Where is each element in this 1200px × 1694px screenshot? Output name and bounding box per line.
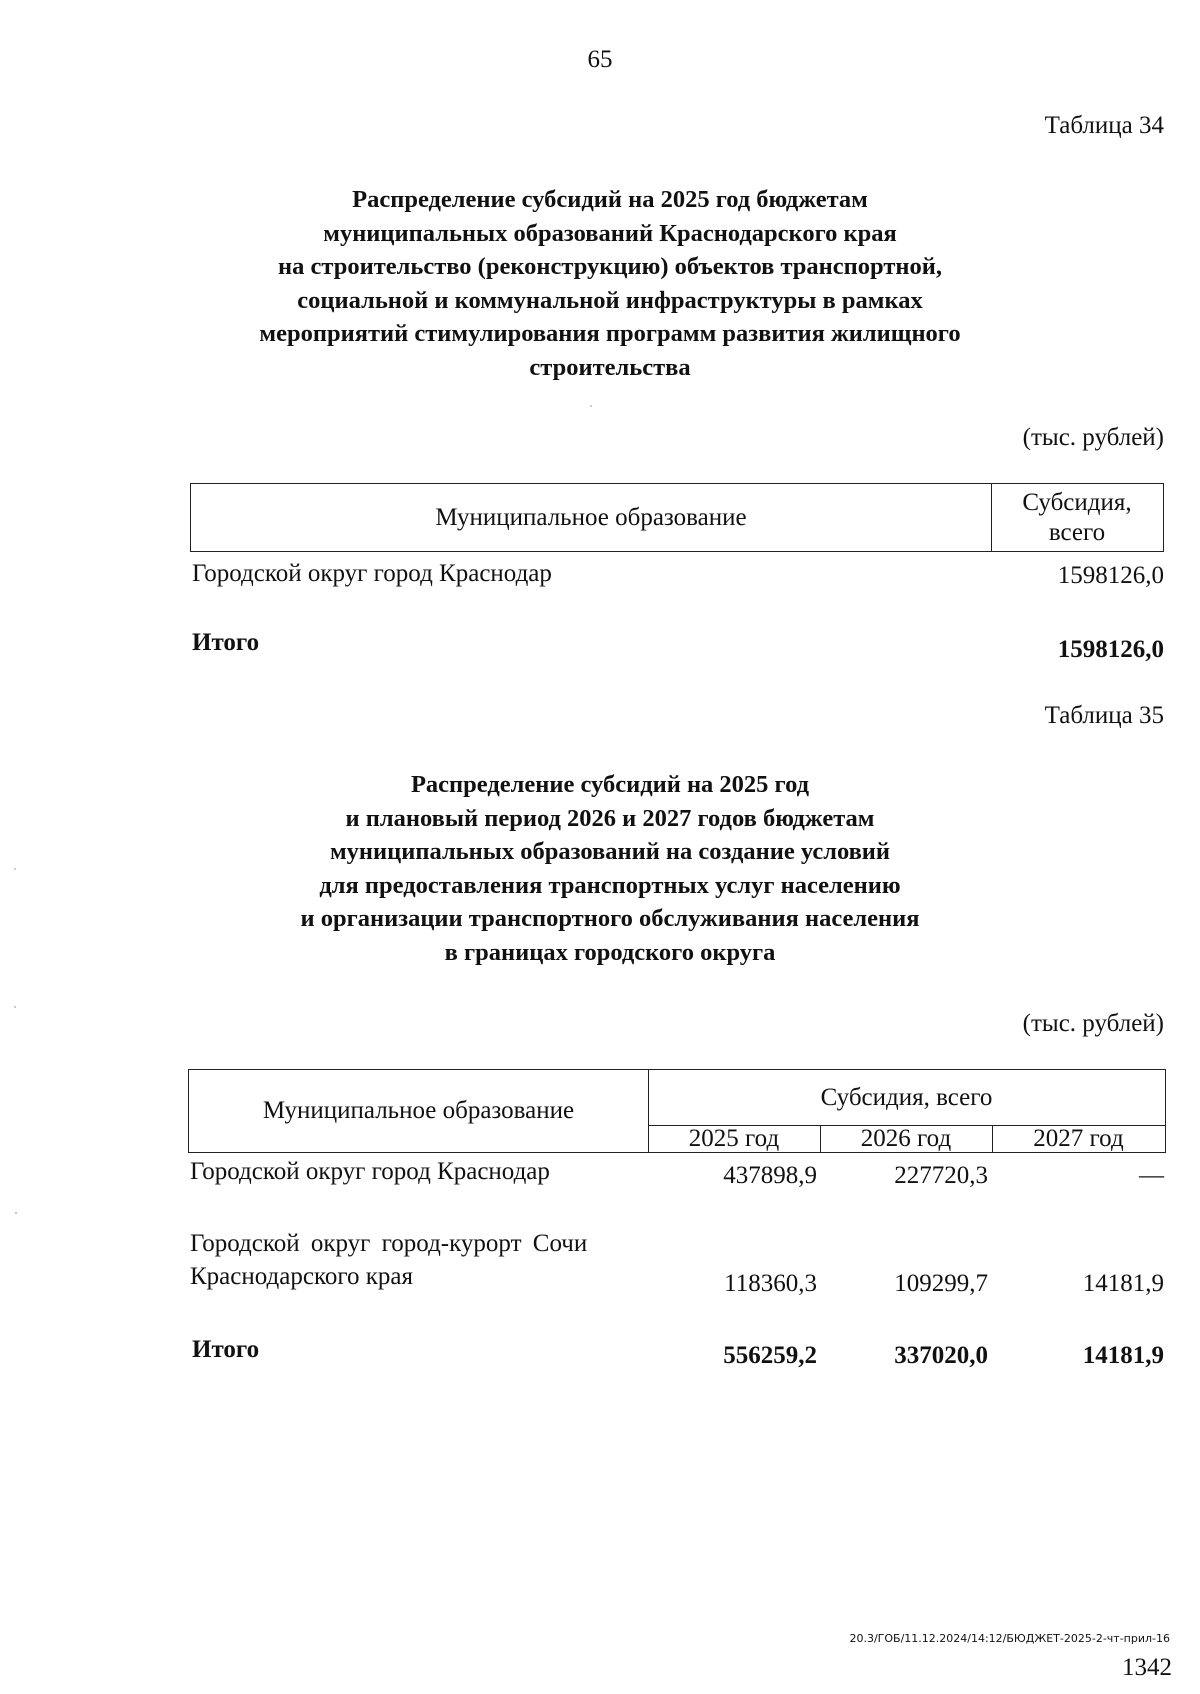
title-line: и организации транспортного обслуживания населения xyxy=(300,905,920,932)
table-35-row-value-2025: 118360,3 xyxy=(724,1270,817,1297)
table-34-header xyxy=(190,483,1164,552)
document-code: 20.3/ГОБ/11.12.2024/14:12/БЮДЖЕТ-2025-2-чт-прил-16 xyxy=(849,1632,1170,1645)
table-35-title xyxy=(130,768,1090,969)
title-line: социальной и коммунальной инфраструктуры в рамках xyxy=(297,286,923,314)
scan-speck xyxy=(14,1006,16,1008)
table-34-row-value: 1598126,0 xyxy=(1057,562,1164,589)
table-35-row-name: Городской округ город Краснодар xyxy=(190,1158,550,1185)
title-line: Распределение субсидий на 2025 год бюджетам xyxy=(352,186,868,213)
title-line: мероприятий стимулирования программ развития жилищного xyxy=(259,320,961,347)
title-line: строительства xyxy=(529,353,691,381)
table-35-row-name-cont: Краснодарского края xyxy=(190,1263,413,1290)
table-35-row-value-2026: 227720,3 xyxy=(894,1162,988,1189)
title-line: муниципальных образований на создание условий xyxy=(329,838,891,865)
table-35-header xyxy=(188,1069,1166,1153)
table-35-row-value-2026: 109299,7 xyxy=(894,1270,988,1297)
table-35-total-2025: 556259,2 xyxy=(723,1342,817,1369)
table-35-total-2026: 337020,0 xyxy=(894,1342,988,1369)
table-34-label: Таблица 34 xyxy=(1044,112,1164,139)
title-line: на строительство (реконструкцию) объектов транспортной, xyxy=(278,253,942,280)
scan-speck xyxy=(15,1212,17,1214)
sheet-number: 1342 xyxy=(1122,1654,1172,1681)
title-line: муниципальных образований Краснодарского края xyxy=(323,219,897,247)
header-year-2025: 2025 год xyxy=(648,1125,821,1152)
header-municipality: Муниципальное образование xyxy=(191,484,992,551)
header-subsidy: Субсидия, всего xyxy=(648,1070,1165,1126)
table-35-row-value-2027: — xyxy=(1139,1162,1164,1189)
table-34-total-label: Итого xyxy=(192,629,260,656)
table-35-total-label: Итого xyxy=(192,1336,260,1363)
page-number: 65 xyxy=(587,46,613,73)
scan-speck xyxy=(14,868,16,870)
header-subsidy-line1: Субсидия, xyxy=(1022,488,1132,516)
title-line: для предоставления транспортных услуг населению xyxy=(319,871,901,899)
title-line: и плановый период 2026 и 2027 годов бюджетам xyxy=(345,804,875,832)
table-35-units: (тыс. рублей) xyxy=(1022,1010,1164,1037)
table-34-total-value: 1598126,0 xyxy=(1057,636,1164,663)
header-year-2027: 2027 год xyxy=(1033,1124,1124,1152)
table-34-title xyxy=(130,183,1090,384)
header-subsidy xyxy=(991,484,1163,551)
table-35-total-2027: 14181,9 xyxy=(1082,1342,1164,1369)
title-line: Распределение субсидий на 2025 год xyxy=(410,771,810,798)
header-municipality: Муниципальное образование xyxy=(189,1070,649,1152)
title-line: в границах городского округа xyxy=(444,938,776,966)
table-35-row-name: Городской округ город-курорт Сочи xyxy=(190,1230,588,1257)
table-35-row-value-2025: 437898,9 xyxy=(723,1162,817,1189)
scan-speck xyxy=(590,405,592,407)
table-34-row-name: Городской округ город Краснодар xyxy=(192,560,552,587)
table-34-units: (тыс. рублей) xyxy=(1022,424,1164,451)
table-35-row-value-2027: 14181,9 xyxy=(1082,1270,1164,1297)
header-subsidy-line2: всего xyxy=(1048,518,1106,546)
table-35-label: Таблица 35 xyxy=(1044,702,1164,729)
header-year-2026: 2026 год xyxy=(820,1125,993,1152)
